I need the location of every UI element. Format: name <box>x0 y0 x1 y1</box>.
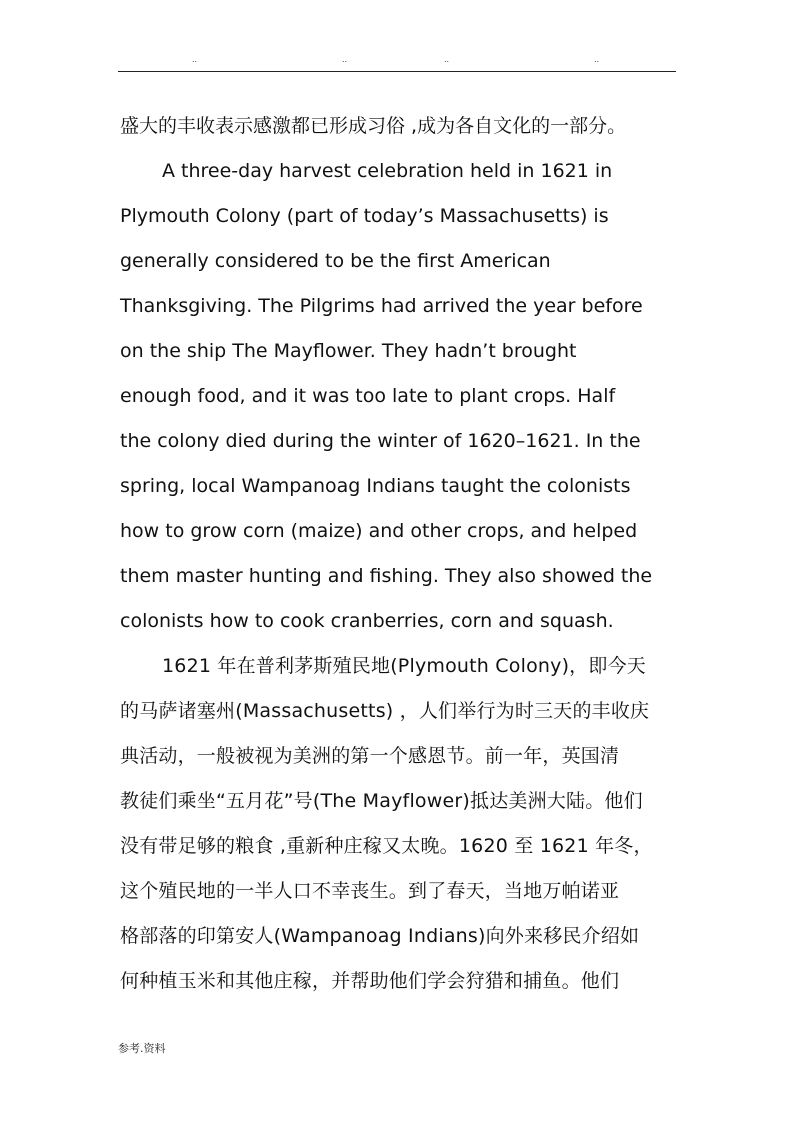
english-line: on the ship The Mayflower. They hadn’t brought <box>120 340 577 362</box>
chinese-line: 1621 年在普利茅斯殖民地(Plymouth Colony)，即今天 <box>162 655 646 677</box>
english-line: the colony died during the winter of 1620–1621. In the <box>120 430 641 452</box>
chinese-line: 何种植玉米和其他庄稼，并帮助他们学会狩猎和捕鱼。他们 <box>120 970 620 992</box>
page-footer: 参考.资料 <box>118 1042 166 1055</box>
chinese-line: 格部落的印第安人(Wampanoag Indians)向外来移民介绍如 <box>120 925 640 947</box>
header-mark-1: .. <box>192 55 198 64</box>
intro-line: 盛大的丰收表示感激都已形成习俗 ,成为各自文化的一部分。 <box>120 115 627 137</box>
header-mark-4: .. <box>594 55 600 64</box>
english-line: A three-day harvest celebration held in 1621 in <box>162 160 613 182</box>
english-line: Plymouth Colony (part of today’s Massachusetts) is <box>120 205 609 227</box>
english-line: how to grow corn (maize) and other crops, and helped <box>120 520 638 542</box>
english-line: colonists how to cook cranberries, corn and squash. <box>120 610 614 632</box>
english-line: Thanksgiving. The Pilgrims had arrived the year before <box>120 295 643 317</box>
english-line: generally considered to be the first American <box>120 250 551 272</box>
chinese-line: 教徒们乘坐“五月花”号(The Mayflower)抵达美洲大陆。他们 <box>120 790 643 812</box>
english-line: spring, local Wampanoag Indians taught the colonists <box>120 475 631 497</box>
chinese-line: 没有带足够的粮食 ,重新种庄稼又太晚。1620 至 1621 年冬， <box>120 835 653 857</box>
header-mark-2: .. <box>342 55 348 64</box>
header-rule <box>118 71 676 72</box>
english-line: enough food, and it was too late to plant crops. Half <box>120 385 616 407</box>
chinese-line: 这个殖民地的一半人口不幸丧生。到了春天，当地万帕诺亚 <box>120 880 620 902</box>
english-line: them master hunting and fishing. They also showed the <box>120 565 653 587</box>
chinese-line: 的马萨诸塞州(Massachusetts) ，人们举行为时三天的丰收庆 <box>120 700 650 722</box>
chinese-line: 典活动，一般被视为美洲的第一个感恩节。前一年，英国清 <box>120 745 620 767</box>
header-mark-3: .. <box>444 55 450 64</box>
page-header <box>118 54 676 72</box>
